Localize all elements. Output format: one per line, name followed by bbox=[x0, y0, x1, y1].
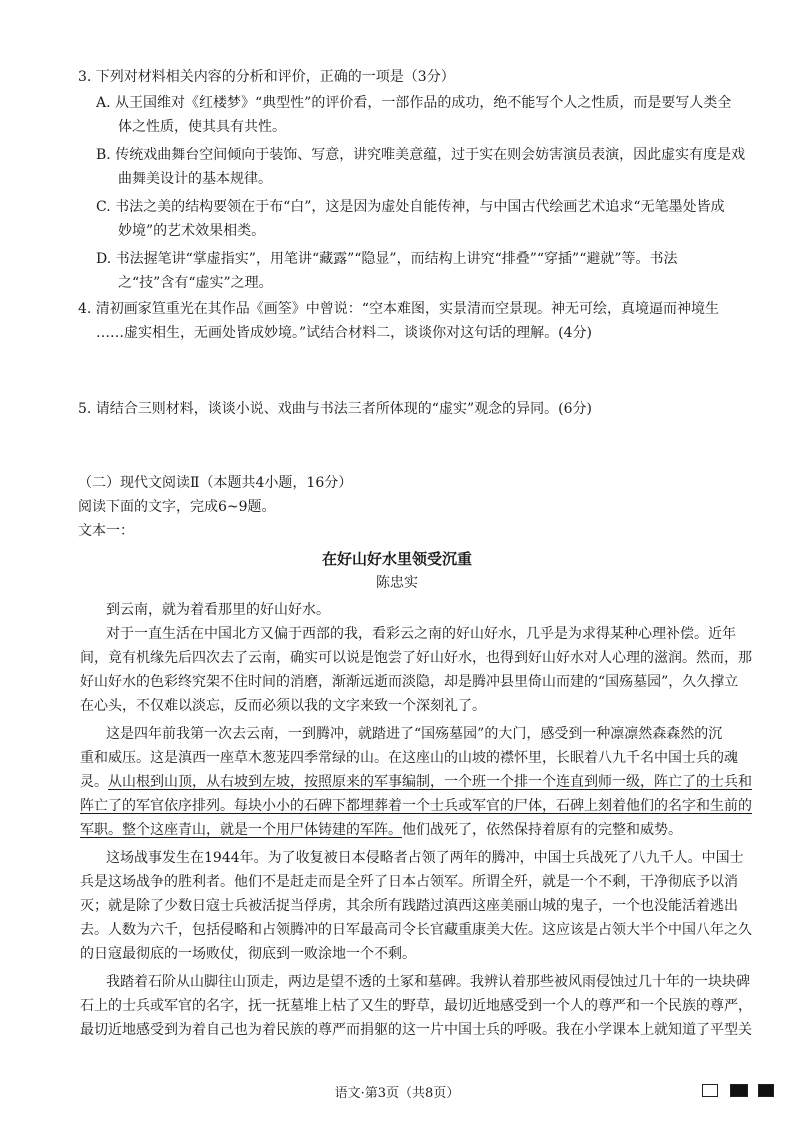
underlined-sentence: 阵亡了的军官依序排列。每块小小的石碑下都埋葬着一个士兵或军官的尸体，石碑上刻着他们的名字和生前的 bbox=[80, 798, 752, 814]
question-3-stem: 3. 下列对材料相关内容的分析和评价，正确的一项是（3分） bbox=[78, 69, 455, 85]
paragraph-3-line: 这是四年前我第一次去云南，一到腾冲，就踏进了“国殇墓园”的大门，感受到一种凛凛然森森然的沉 bbox=[106, 726, 723, 742]
paragraph-2-line: 对于一直生活在中国北方又偏于西部的我，看彩云之南的好山好水，几乎是为求得某种心理补偿。近年 bbox=[106, 626, 736, 642]
underlined-sentence: 从山根到山顶，从右坡到左坡，按照原来的军事编制，一个班一个排一个连直到师一级，阵亡了的士兵和 bbox=[108, 774, 752, 790]
alignment-mark bbox=[730, 1084, 748, 1097]
paragraph-2-line: 在心头，不仅难以淡忘，反而必须以我的文字来致一个深刻礼了。 bbox=[80, 698, 486, 714]
q3-option-d-line2: 之“技”含有“虚实”之理。 bbox=[118, 275, 273, 291]
paragraph-4-line: 灭；就是除了少数日寇士兵被活捉当俘虏，其余所有践踏过滇西这座美丽山城的鬼子，一个也没能活着逃出 bbox=[80, 898, 738, 914]
article-title: 在好山好水里领受沉重 bbox=[321, 550, 472, 568]
question-4-line2: ……虚实相生，无画处皆成妙境。”试结合材料二，谈谈你对这句话的理解。(4分) bbox=[96, 325, 592, 341]
paragraph-4-line: 去。人数为六千，包括侵略和占领腾冲的日军最高司令长官藏重康美大佐。这应该是占领大半个中国八年之久 bbox=[80, 922, 752, 938]
paragraph-3-text: 他们战死了，依然保持着原有的完整和威势。 bbox=[402, 822, 682, 838]
paragraph-3-line: 重和威压。这是滇西一座草木葱茏四季常绿的山。在这座山的山坡的襟怀里，长眠着八九千名中国士兵的魂 bbox=[80, 750, 738, 766]
paragraph-1: 到云南，就为着看那里的好山好水。 bbox=[106, 602, 330, 618]
paragraph-4-line: 兵是这场战争的胜利者。他们不是赶走而是全歼了日本占领军。所谓全歼，就是一个不剩，干净彻底予以消 bbox=[80, 874, 738, 890]
paragraph-5-line: 最切近地感受到为着自己也为着民族的尊严而捐躯的这一片中国士兵的呼吸。我在小学课本上就知道了平型关 bbox=[80, 1022, 752, 1038]
reading-instruction: 阅读下面的文字，完成6~9题。 bbox=[78, 499, 276, 515]
q3-option-c-line1: C. 书法之美的结构要领在于布“白”，这是因为虚处自能传神，与中国古代绘画艺术追求“无笔墨处皆成 bbox=[96, 199, 725, 215]
alignment-mark bbox=[758, 1084, 774, 1097]
q3-option-b-line1: B. 传统戏曲舞台空间倾向于装饰、写意，讲究唯美意蕴，过于实在则会妨害演员表演，因此虚实有度是戏 bbox=[96, 147, 746, 163]
q3-option-c-line2: 妙境”的艺术效果相类。 bbox=[118, 223, 266, 239]
text-label: 文本一： bbox=[78, 523, 134, 539]
paragraph-2-line: 间，竟有机缘先后四次去了云南，确实可以说是饱尝了好山好水，也得到好山好水对人心理的滋润。然而，那 bbox=[80, 650, 752, 666]
paragraph-2-line: 好山好水的色彩终究架不住时间的消磨，渐渐远逝而淡隐，却是腾冲县里倚山而建的“国殇墓园”，久久撑立 bbox=[80, 674, 739, 690]
q3-option-b-line2: 曲舞美设计的基本规律。 bbox=[118, 171, 272, 187]
paragraph-4-line: 的日寇最彻底的一场败仗，彻底到一败涂地一个不剩。 bbox=[80, 946, 416, 962]
alignment-mark bbox=[702, 1084, 718, 1097]
question-5: 5. 请结合三则材料，谈谈小说、戏曲与书法三者所体现的“虚实”观念的异同。(6分) bbox=[78, 401, 592, 417]
article-author: 陈忠实 bbox=[376, 575, 418, 591]
paragraph-5-line: 我踏着石阶从山脚往山顶走，两边是望不透的土冢和墓碑。我辨认着那些被风雨侵蚀过几十年的一块块碑 bbox=[106, 974, 750, 990]
paragraph-3-line bbox=[80, 820, 772, 840]
section-heading: （二）现代文阅读Ⅱ（本题共4小题，16分） bbox=[78, 475, 353, 491]
question-4-line1: 4. 清初画家笪重光在其作品《画筌》中曾说：“空本难图，实景清而空景现。神无可绘，真境逼而神境生 bbox=[78, 301, 719, 317]
q3-option-a-line1: A. 从王国维对《红楼梦》“典型性”的评价看，一部作品的成功，绝不能写个人之性质，而是要写人类全 bbox=[96, 95, 732, 111]
paragraph-5-line: 石上的士兵或军官的名字，抚一抚墓堆上枯了又生的野草，最切近地感受到一个人的尊严和一个民族的尊严， bbox=[80, 998, 752, 1014]
paragraph-4-line: 这场战事发生在1944年。为了收复被日本侵略者占领了两年的腾冲，中国士兵战死了八九千人。中国士 bbox=[106, 850, 744, 866]
paragraph-3-text: 灵。 bbox=[80, 774, 108, 790]
q3-option-a-line2: 体之性质，使其具有共性。 bbox=[118, 119, 286, 135]
paragraph-3-line bbox=[80, 796, 772, 816]
paragraph-3-line bbox=[80, 772, 772, 792]
page-footer: 语文·第3页（共8页） bbox=[334, 1086, 460, 1101]
q3-option-d-line1: D. 书法握笔讲“掌虚指实”，用笔讲“藏露”“隐显”，而结构上讲究“排叠”“穿插”“避就”等。书法 bbox=[96, 251, 678, 267]
underlined-sentence: 军职。整个这座青山，就是一个用尸体铸建的军阵。 bbox=[80, 822, 402, 838]
